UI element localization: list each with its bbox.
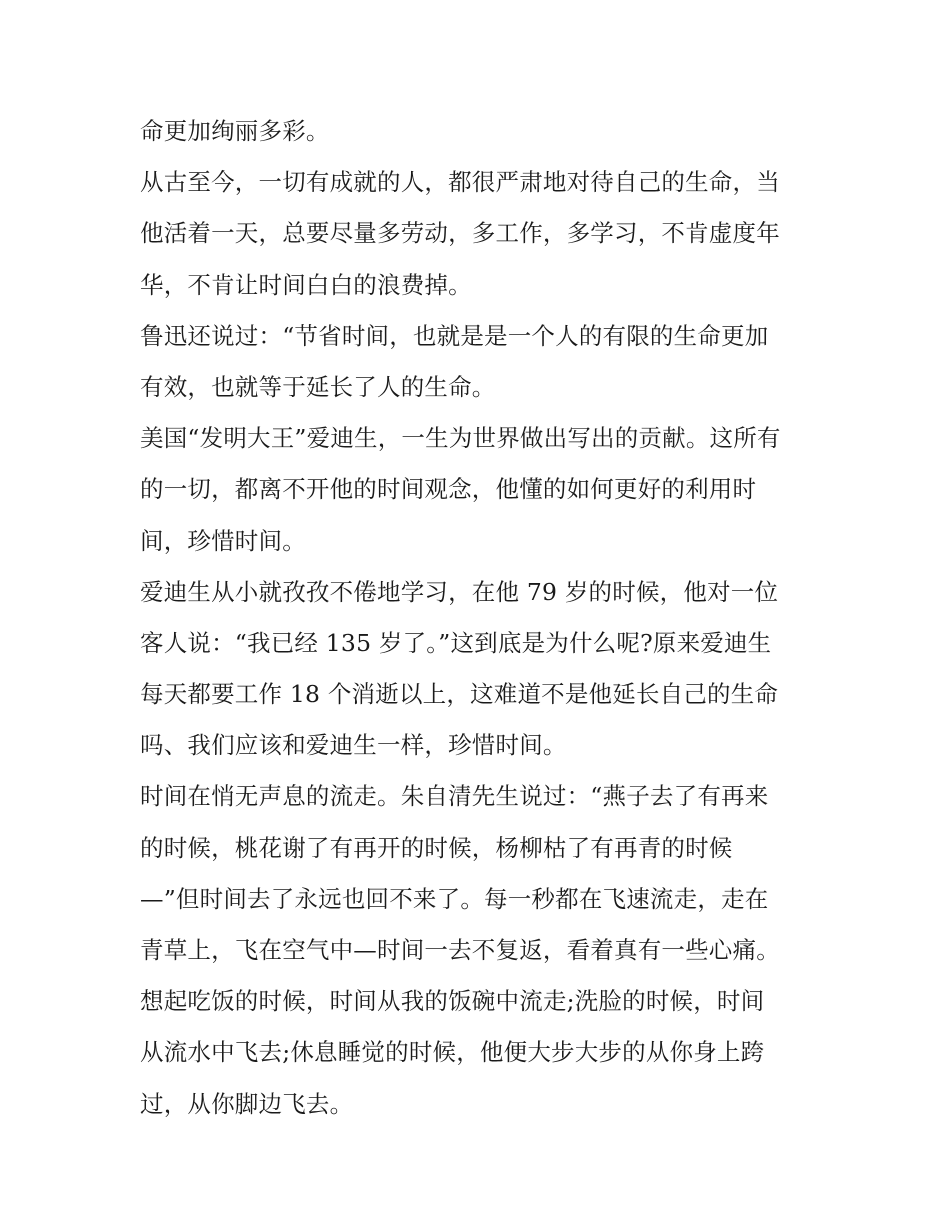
text-line: 吗、我们应该和爱迪生一样，珍惜时间。 xyxy=(140,731,567,760)
text-line: —”但时间去了永远也回不来了。每一秒都在飞速流走，走在 xyxy=(140,884,769,913)
text-line: 时间在悄无声息的流走。朱自清先生说过：“燕子去了有再来 xyxy=(140,782,769,811)
text-line: 间，珍惜时间。 xyxy=(140,526,306,555)
text-line: 的一切，都离不开他的时间观念，他懂的如何更好的利用时 xyxy=(140,475,757,504)
text-line: 美国“发明大王”爱迪生，一生为世界做出写出的贡献。这所有 xyxy=(140,424,781,453)
text-line: 华，不肯让时间白白的浪费掉。 xyxy=(140,270,472,299)
text-line: 有效，也就等于延长了人的生命。 xyxy=(140,372,496,401)
text-line: 想起吃饭的时候，时间从我的饭碗中流走;洗脸的时候，时间 xyxy=(140,987,765,1016)
text-line: 命更加绚丽多彩。 xyxy=(140,117,330,145)
text-line: 客人说：“我已经 135 岁了。”这到底是为什么呢?原来爱迪生 xyxy=(140,628,772,657)
text-line: 每天都要工作 18 个消逝以上，这难道不是他延长自己的生命 xyxy=(140,680,779,709)
body-text xyxy=(140,106,820,1130)
text-line: 他活着一天，总要尽量多劳动，多工作，多学习，不肯虚度年 xyxy=(140,219,780,248)
text-line: 爱迪生从小就孜孜不倦地学习，在他 79 岁的时候，他对一位 xyxy=(140,577,779,606)
text-line: 从流水中飞去;休息睡觉的时候，他便大步大步的从你身上跨 xyxy=(140,1038,765,1067)
text-line: 过，从你脚边飞去。 xyxy=(140,1089,354,1118)
text-line: 鲁迅还说过：“节省时间，也就是是一个人的有限的生命更加 xyxy=(140,321,769,350)
text-line: 从古至今，一切有成就的人，都很严肃地对待自己的生命，当 xyxy=(140,168,780,197)
text-line: 青草上，飞在空气中—时间一去不复返，看着真有一些心痛。 xyxy=(140,936,780,964)
text-line: 的时候，桃花谢了有再开的时候，杨柳枯了有再青的时候 xyxy=(140,833,733,862)
